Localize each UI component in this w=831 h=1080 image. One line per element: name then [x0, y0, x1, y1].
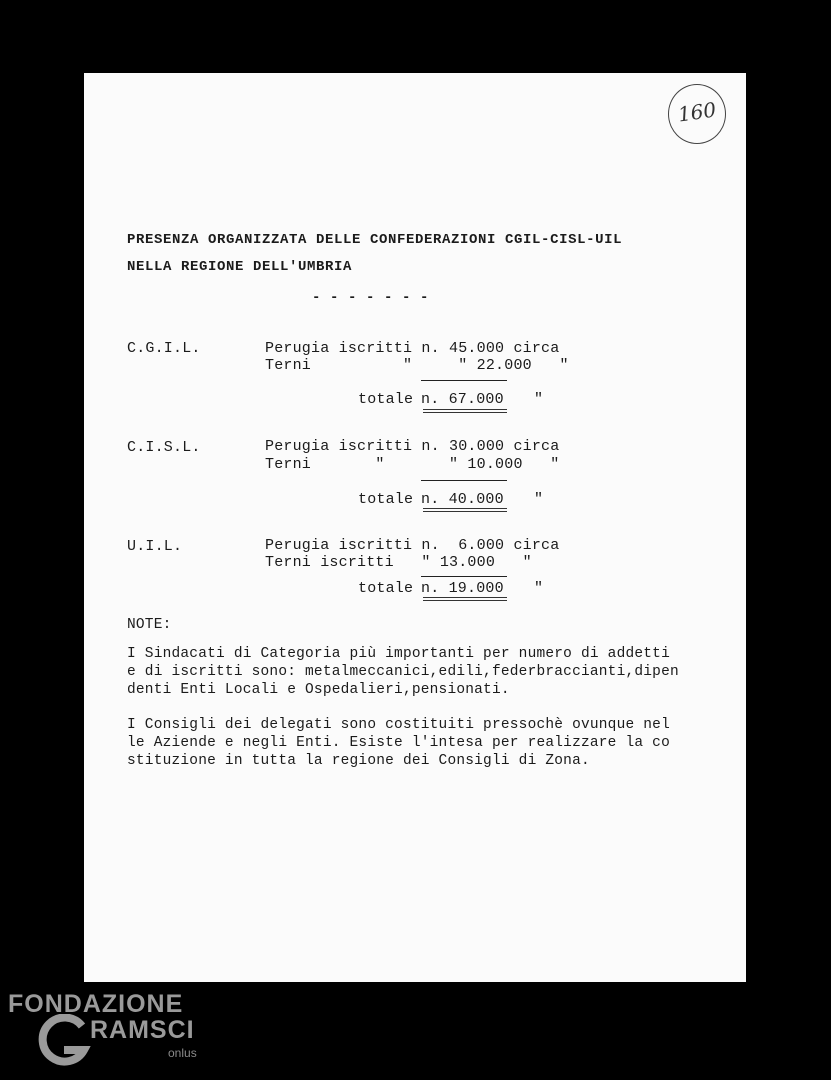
page-number-stamp [668, 84, 726, 144]
title-dashes: - - - - - - - [312, 290, 430, 306]
fondazione-gramsci-logo [8, 990, 208, 1070]
logo-line-3: onlus [168, 1046, 197, 1060]
total-value: n. 40.000 [421, 491, 504, 508]
page-number: 160 [676, 97, 718, 127]
union-row-perugia: Perugia iscritti n. 45.000 circa [265, 340, 560, 357]
union-name: C.G.I.L. [127, 340, 201, 357]
note-2-line-1: I Consigli dei delegati sono costituiti pressochè ovunque nel [127, 717, 670, 733]
total-double-underline [423, 409, 507, 413]
union-name: U.I.L. [127, 538, 183, 555]
total-label: totale [358, 580, 414, 597]
total-value: n. 67.000 [421, 391, 504, 408]
note-1-line-2: e di iscritti sono: metalmeccanici,edili,federbraccianti,dipen [127, 664, 679, 680]
note-1-line-1: I Sindacati di Categoria più importanti per numero di addetti [127, 646, 670, 662]
sum-rule [421, 380, 507, 381]
total-ditto: " [534, 580, 544, 597]
note-2-line-2: le Aziende e negli Enti. Esiste l'intesa per realizzare la co [127, 735, 670, 751]
union-row-perugia: Perugia iscritti n. 30.000 circa [265, 438, 560, 455]
notes-heading: NOTE: [127, 617, 172, 633]
total-double-underline [423, 597, 507, 601]
title-line-2: NELLA REGIONE DELL'UMBRIA [127, 259, 353, 275]
title-line-1: PRESENZA ORGANIZZATA DELLE CONFEDERAZIONI CGIL-CISL-UIL [127, 232, 623, 248]
union-row-perugia: Perugia iscritti n. 6.000 circa [265, 537, 560, 554]
total-ditto: " [534, 491, 544, 508]
document-page [84, 73, 746, 982]
sum-rule [421, 576, 507, 577]
note-1-line-3: denti Enti Locali e Ospedalieri,pensionati. [127, 682, 510, 698]
total-value: n. 19.000 [421, 580, 504, 597]
logo-g-icon [34, 1014, 94, 1068]
sum-rule [421, 480, 507, 481]
union-row-terni: Terni " " 22.000 " [265, 357, 569, 374]
note-2-line-3: stituzione in tutta la regione dei Consigli di Zona. [127, 753, 590, 769]
logo-line-2: RAMSCI [90, 1016, 195, 1044]
union-row-terni: Terni " " 10.000 " [265, 456, 560, 473]
union-name: C.I.S.L. [127, 439, 201, 456]
total-label: totale [358, 391, 414, 408]
total-label: totale [358, 491, 414, 508]
logo-line-1: FONDAZIONE [8, 990, 184, 1018]
total-double-underline [423, 508, 507, 512]
total-ditto: " [534, 391, 544, 408]
union-row-terni: Terni iscritti " 13.000 " [265, 554, 532, 571]
